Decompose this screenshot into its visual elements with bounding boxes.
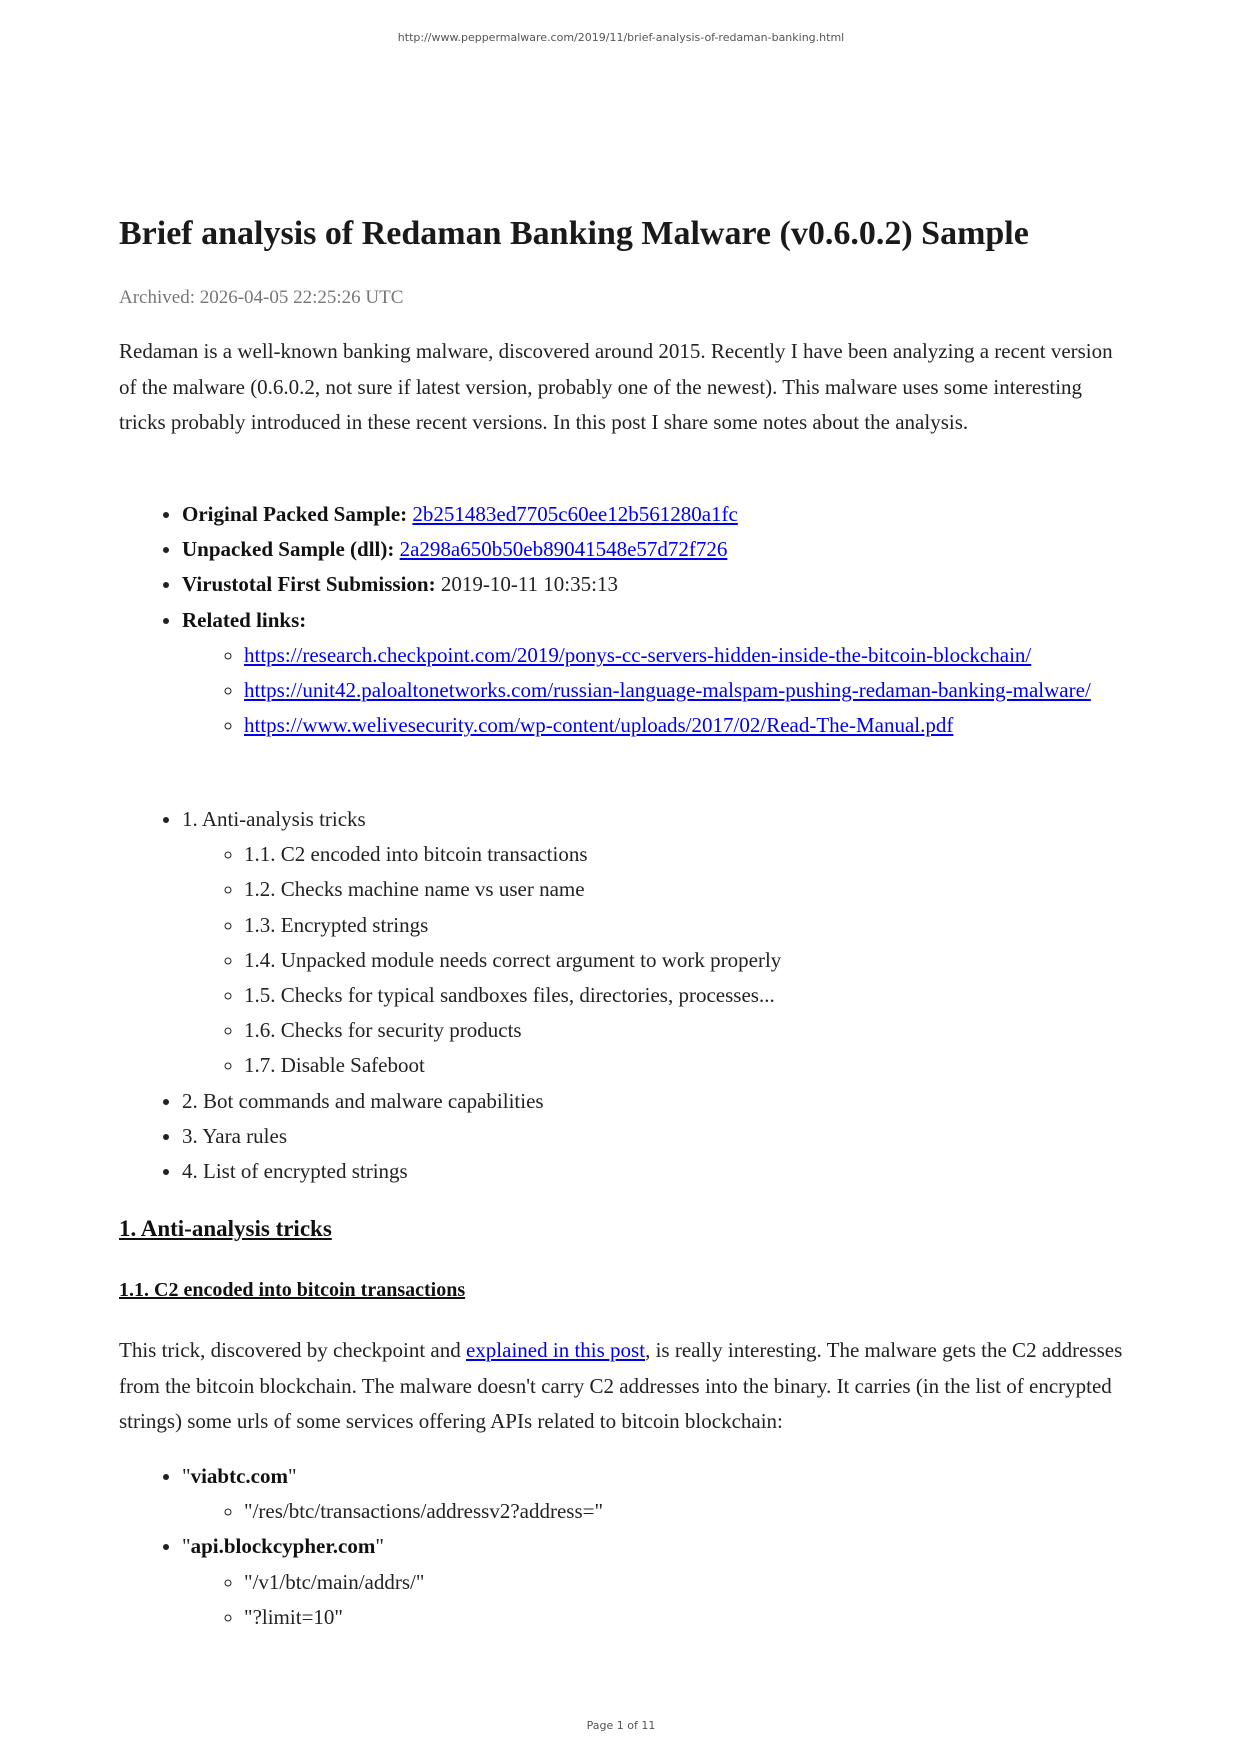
unpacked-sample-label: Unpacked Sample (dll): <box>182 537 395 562</box>
api-host: viabtc.com <box>190 1464 288 1488</box>
page-title: Brief analysis of Redaman Banking Malware (v0.6.0.2) Sample <box>119 215 1029 252</box>
list-item <box>182 1459 1129 1529</box>
sample-info-list <box>119 497 1129 743</box>
api-path: ◦ "?limit=10" <box>244 1600 1129 1635</box>
bitcoin-api-list <box>119 1459 1129 1635</box>
api-host: api.blockcypher.com <box>190 1534 376 1559</box>
toc-subitem: ◦ 1.3. Encrypted strings <box>244 908 1129 943</box>
quote-mark: " <box>287 1464 297 1488</box>
unpacked-sample-hash-link[interactable]: 2a298a650b50eb89041548e57d72f726 <box>399 537 728 562</box>
virustotal-date: 2019-10-11 10:35:13 <box>440 572 618 597</box>
quote-mark: " <box>375 1534 384 1559</box>
archived-timestamp: Archived: 2026-04-05 22:25:26 UTC <box>119 287 404 308</box>
toc-subitem: ◦ 1.4. Unpacked module needs correct argument to work properly <box>244 943 1129 978</box>
unit42-link[interactable]: https://unit42.paloaltonetworks.com/russian-language-malspam-pushing-redaman-banking-malware/ <box>244 678 1091 703</box>
paragraph-text: This trick, discovered by checkpoint and <box>119 1338 466 1362</box>
toc-item: • 4. List of encrypted strings <box>182 1154 1129 1189</box>
list-item <box>182 497 1129 532</box>
welivesecurity-link[interactable]: https://www.welivesecurity.com/wp-content/uploads/2017/02/Read-The-Manual.pdf <box>244 713 954 738</box>
quote-mark: " <box>182 1534 191 1559</box>
packed-sample-label: Original Packed Sample: <box>182 502 408 526</box>
toc-subitem: ◦ 1.1. C2 encoded into bitcoin transactions <box>244 837 1129 872</box>
toc-subitem: ◦ 1.5. Checks for typical sandboxes files, directories, processes... <box>244 978 1129 1013</box>
toc-item: • 2. Bot commands and malware capabilities <box>182 1084 1129 1119</box>
page-url-header: http://www.peppermalware.com/2019/11/brief-analysis-of-redaman-banking.html <box>397 31 845 44</box>
toc-item: • 3. Yara rules <box>182 1119 1129 1154</box>
list-item <box>182 532 1129 567</box>
list-item <box>244 638 1129 673</box>
table-of-contents <box>119 802 1129 1189</box>
list-item <box>182 567 1129 602</box>
toc-subitem: ◦ 1.6. Checks for security products <box>244 1013 1129 1048</box>
explained-in-this-post-link[interactable]: explained in this post <box>465 1338 646 1362</box>
section-heading: 1. Anti-analysis tricks <box>119 1216 332 1241</box>
api-path: ◦ "/res/btc/transactions/addressv2?address=" <box>244 1494 1129 1529</box>
paragraph-text: , is really interesting. The malware gets the C2 addresses from the bitcoin blockchain. The malware doesn't carry C2 addresses into the binary. It carries (in the list of encrypted strings) some urls of some services offering APIs related to bitcoin blockchain: <box>119 1338 1123 1433</box>
packed-sample-hash-link[interactable]: 2b251483ed7705c60ee12b561280a1fc <box>412 502 738 526</box>
page-number-footer: Page 1 of 11 <box>586 1719 656 1732</box>
quote-mark: " <box>182 1464 191 1488</box>
list-item <box>182 603 1129 744</box>
checkpoint-link[interactable]: https://research.checkpoint.com/2019/ponys-cc-servers-hidden-inside-the-bitcoin-blockchain/ <box>244 642 1032 667</box>
list-item <box>244 708 1129 743</box>
toc-item <box>182 802 1129 1084</box>
related-links-label: Related links: <box>182 607 307 632</box>
virustotal-label: Virustotal First Submission: <box>182 572 436 597</box>
toc-subitem: ◦ 1.2. Checks machine name vs user name <box>244 872 1129 907</box>
intro-paragraph: Redaman is a well-known banking malware, discovered around 2015. Recently I have been analyzing a recent version of the malware (0.6.0.2, not sure if latest version, probably one of the newest). This malware uses some interesting tricks probably introduced in these recent versions. In this post I share some notes about the analysis. <box>119 339 1113 434</box>
api-path: ◦ "/v1/btc/main/addrs/" <box>244 1565 1129 1600</box>
list-item <box>182 1529 1129 1635</box>
c2-paragraph <box>119 1333 1129 1440</box>
list-item <box>244 673 1129 708</box>
subsection-heading: 1.1. C2 encoded into bitcoin transactions <box>119 1279 466 1301</box>
toc-subitem: ◦ 1.7. Disable Safeboot <box>244 1048 1129 1083</box>
toc-item-label: 1. Anti-analysis tricks <box>182 807 366 831</box>
